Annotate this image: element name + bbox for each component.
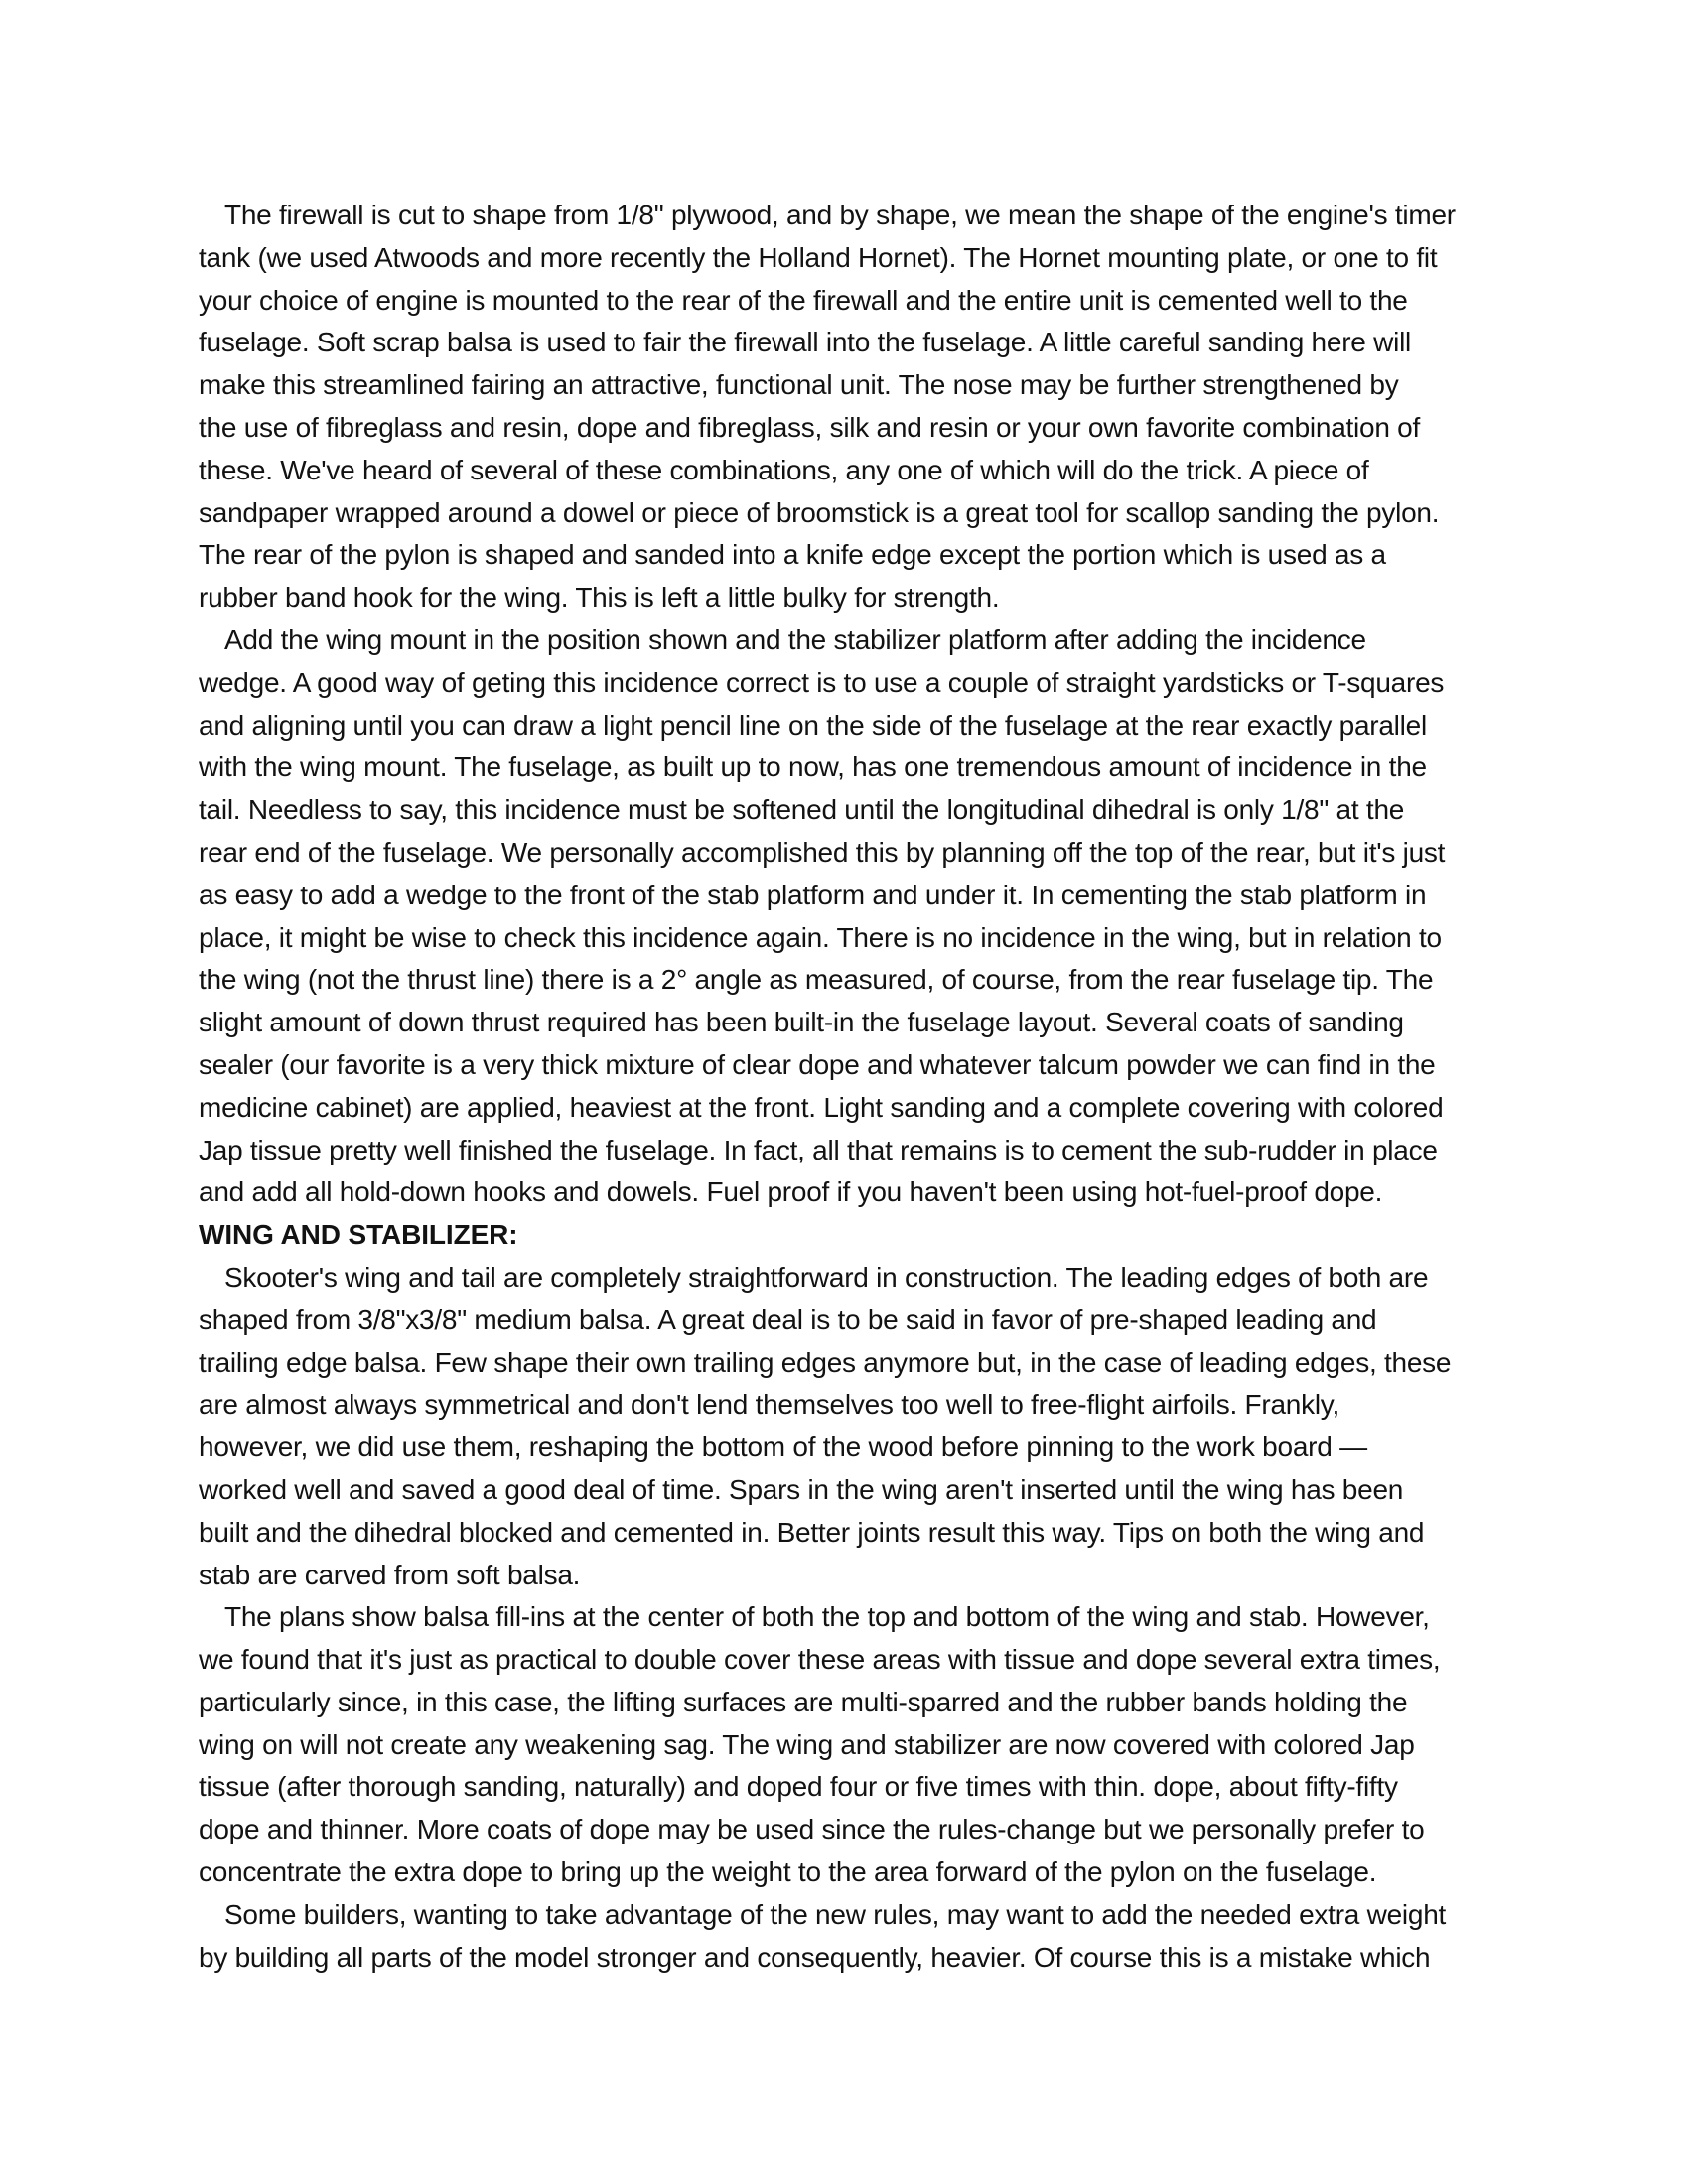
text-line: slight amount of down thrust required has been built-in the fuselage layout. Several coats of sanding [199, 1007, 1404, 1038]
text-line: concentrate the extra dope to bring up the weight to the area forward of the pylon on the fuselage. [199, 1856, 1377, 1888]
text-line: with the wing mount. The fuselage, as built up to now, has one tremendous amount of incidence in the [199, 751, 1427, 783]
text-line: Jap tissue pretty well finished the fuselage. In fact, all that remains is to cement the sub-rudder in place [199, 1134, 1438, 1165]
text-line: sandpaper wrapped around a dowel or piece of broomstick is a great tool for scallop sanding the pylon. [199, 496, 1440, 528]
text-line: rubber band hook for the wing. This is left a little bulky for strength. [199, 582, 1000, 614]
text-line: The firewall is cut to shape from 1/8" plywood, and by shape, we mean the shape of the engine's timer [224, 200, 1456, 230]
text-line: medicine cabinet) are applied, heaviest at the front. Light sanding and a complete covering with colored [199, 1091, 1444, 1123]
text-line: place, it might be wise to check this incidence again. There is no incidence in the wing, but in relation to [199, 921, 1442, 953]
text-line: make this streamlined fairing an attractive, functional unit. The nose may be further strengthened by [199, 369, 1399, 401]
text-line: particularly since, in this case, the lifting surfaces are multi-sparred and the rubber bands holding the [199, 1686, 1408, 1717]
paragraph-firewall [199, 195, 1529, 619]
paragraph-balsa-fill-ins [199, 1596, 1529, 1894]
text-line: dope and thinner. More coats of dope may be used since the rules-change but we personally prefer to [199, 1814, 1425, 1845]
text-line: tail. Needless to say, this incidence must be softened until the longitudinal dihedral is only 1/8" at the [199, 794, 1405, 826]
text-line: stab are carved from soft balsa. [199, 1559, 581, 1590]
text-line: however, we did use them, reshaping the bottom of the wood before pinning to the work board — [199, 1432, 1367, 1463]
article-text [199, 195, 1529, 1979]
text-line: rear end of the fuselage. We personally accomplished this by planning off the top of the rear, but it's just [199, 836, 1446, 868]
text-line: as easy to add a wedge to the front of the stab platform and under it. In cementing the stab platform in [199, 879, 1427, 910]
text-line: your choice of engine is mounted to the rear of the firewall and the entire unit is cemented well to the [199, 284, 1408, 316]
text-line: Skooter's wing and tail are completely straightforward in construction. The leading edges of both are [224, 1261, 1429, 1293]
heading-wing-and-stabilizer [199, 1214, 1529, 1257]
text-line: we found that it's just as practical to double cover these areas with tissue and dope several extra times, [199, 1644, 1441, 1676]
paragraph-wing-tail-construction [199, 1257, 1529, 1596]
text-line: worked well and saved a good deal of time. Spars in the wing aren't inserted until the wing has been [199, 1473, 1404, 1505]
text-line: are almost always symmetrical and don't lend themselves too well to free-flight airfoils. Frankly, [199, 1389, 1340, 1421]
text-line: and add all hold-down hooks and dowels. Fuel proof if you haven't been using hot-fuel-proof dope. [199, 1176, 1383, 1208]
text-line: fuselage. Soft scrap balsa is used to fair the firewall into the fuselage. A little careful sanding here will [199, 327, 1412, 358]
text-line: shaped from 3/8"x3/8" medium balsa. A great deal is to be said in favor of pre-shaped leading and [199, 1303, 1377, 1335]
text-line: tissue (after thorough sanding, naturally) and doped four or five times with thin. dope, about fifty-fifty [199, 1771, 1398, 1803]
paragraph-new-rules-weight [199, 1894, 1529, 1979]
paragraph-wing-mount-incidence [199, 619, 1529, 1214]
text-line: tank (we used Atwoods and more recently the Holland Hornet). The Hornet mounting plate, or one to fit [199, 241, 1438, 273]
text-line: wedge. A good way of geting this incidence correct is to use a couple of straight yardsticks or T-squares [199, 666, 1445, 698]
text-line: WING AND STABILIZER: [199, 1219, 518, 1251]
text-line: these. We've heard of several of these combinations, any one of which will do the trick. A piece of [199, 454, 1369, 485]
text-line: the use of fibreglass and resin, dope and fibreglass, silk and resin or your own favorite combination of [199, 411, 1421, 443]
text-line: and aligning until you can draw a light pencil line on the side of the fuselage at the rear exactly parallel [199, 709, 1427, 741]
text-line: The plans show balsa fill-ins at the center of both the top and bottom of the wing and stab. However, [224, 1601, 1430, 1633]
text-line: The rear of the pylon is shaped and sanded into a knife edge except the portion which is used as a [199, 539, 1386, 571]
text-line: wing on will not create any weakening sag. The wing and stabilizer are now covered with colored Jap [199, 1728, 1415, 1760]
text-line: by building all parts of the model stronger and consequently, heavier. Of course this is a mistake which [199, 1941, 1431, 1973]
text-line: Some builders, wanting to take advantage of the new rules, may want to add the needed extra weight [224, 1898, 1447, 1930]
text-line: built and the dihedral blocked and cemented in. Better joints result this way. Tips on both the wing and [199, 1516, 1425, 1548]
text-line: the wing (not the thrust line) there is a 2° angle as measured, of course, from the rear fuselage tip. The [199, 964, 1434, 996]
text-line: trailing edge balsa. Few shape their own trailing edges anymore but, in the case of leading edges, these [199, 1346, 1452, 1378]
text-line: sealer (our favorite is a very thick mixture of clear dope and whatever talcum powder we can find in the [199, 1048, 1436, 1080]
text-line: Add the wing mount in the position shown and the stabilizer platform after adding the incidence [224, 623, 1366, 655]
